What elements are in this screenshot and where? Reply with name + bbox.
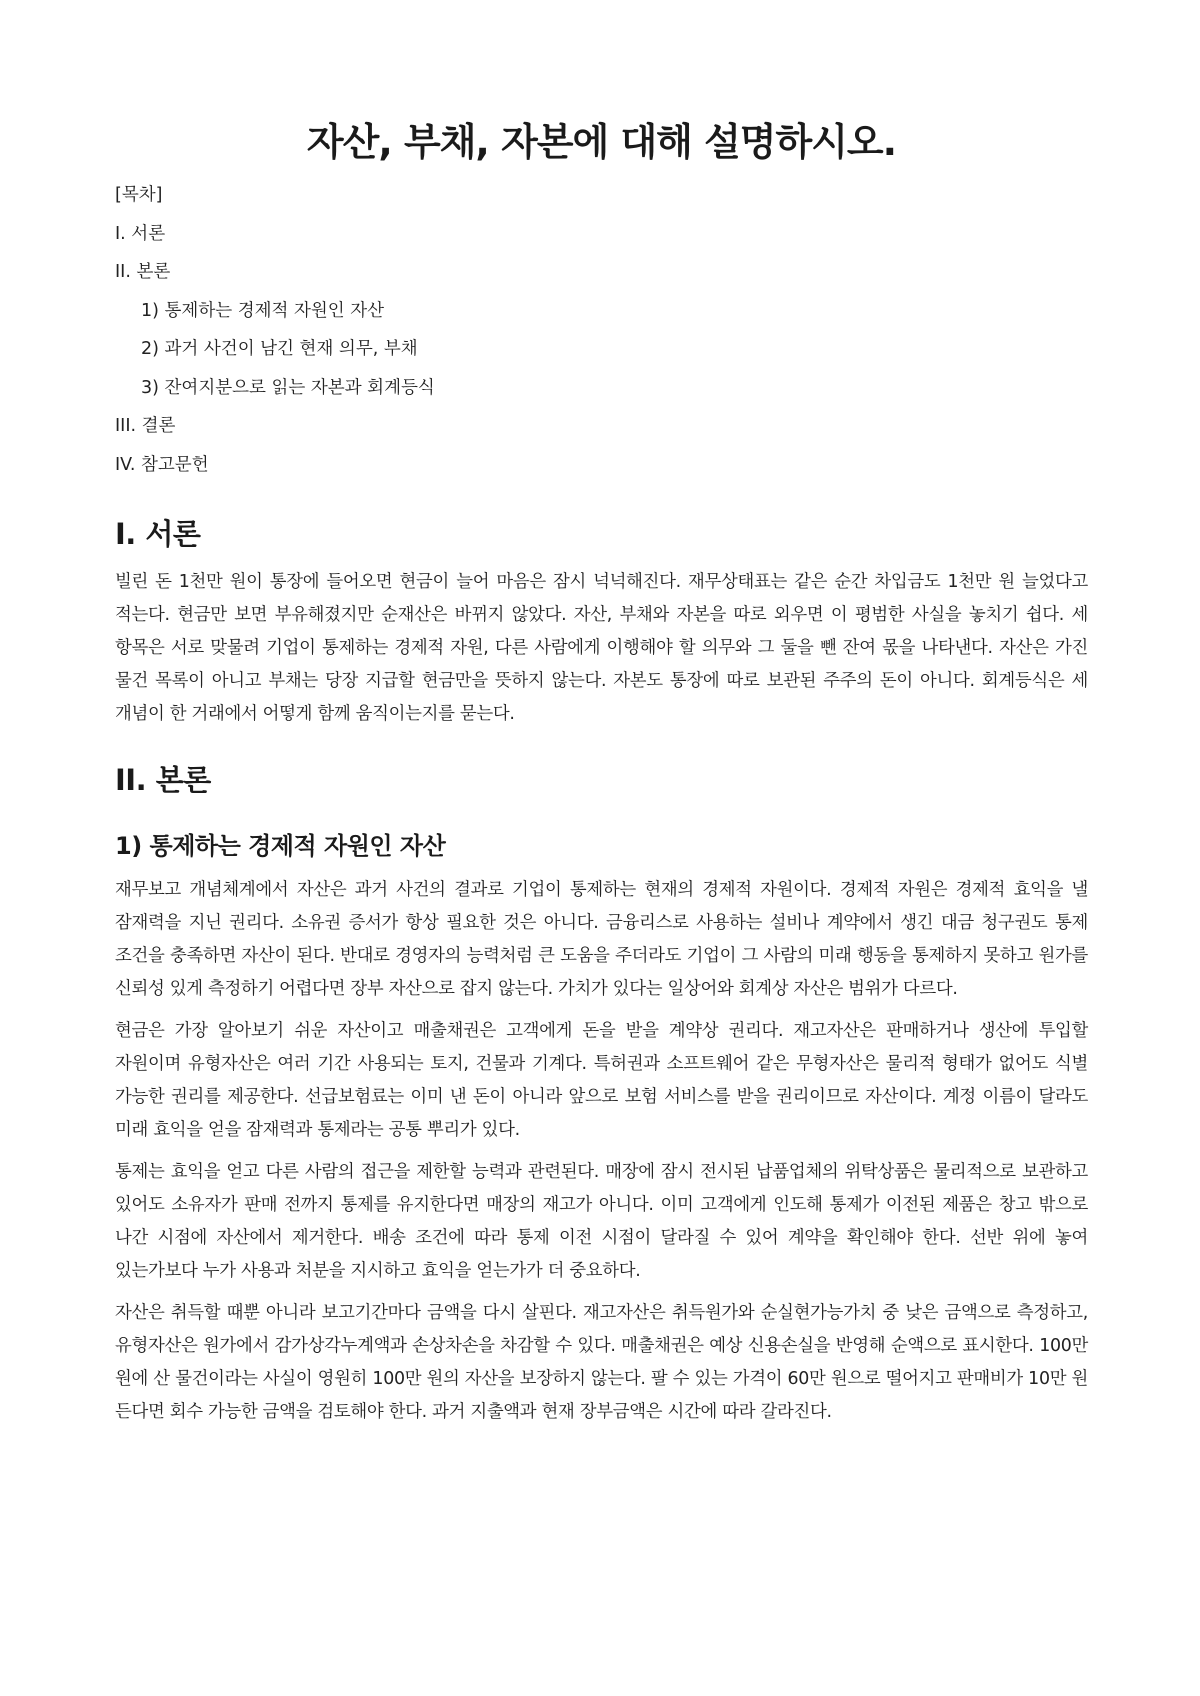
subsection-heading-assets: 1) 통제하는 경제적 자원인 자산 xyxy=(115,832,446,860)
toc-item: IV. 참고문헌 xyxy=(115,454,209,475)
section-heading-intro: I. 서론 xyxy=(115,517,201,551)
table-of-contents xyxy=(115,184,1088,492)
toc-subitem: 3) 잔여지분으로 읽는 자본과 회계등식 xyxy=(141,377,435,398)
body-paragraph: 통제는 효익을 얻고 다른 사람의 접근을 제한할 능력과 관련된다. 매장에 잠시 전시된 납품업체의 위탁상품은 물리적으로 보관하고 있어도 소유자가 판매 전까지 통제를 유지한다면 매장의 재고가 아니다. 이미 고객에게 인도해 통제가 이전된 제품은 창고 밖으로 나간 시점에 자산에서 제거한다. 배송 조건에 따라 통제 이전 시점이 달라질 수 있어 계약을 확인해야 한다. 선반 위에 놓여 있는가보다 누가 사용과 처분을 지시하고 효익을 얻는가가 더 중요하다. xyxy=(115,1162,1088,1281)
toc-subitem: 1) 통제하는 경제적 자원인 자산 xyxy=(141,300,385,321)
document-title: 자산, 부채, 자본에 대해 설명하시오. xyxy=(306,120,897,164)
body-paragraph: 현금은 가장 알아보기 쉬운 자산이고 매출채권은 고객에게 돈을 받을 계약상 권리다. 재고자산은 판매하거나 생산에 투입할 자원이며 유형자산은 여러 기간 사용되는 토지, 건물과 기계다. 특허권과 소프트웨어 같은 무형자산은 물리적 형태가 없어도 식별 가능한 권리를 제공한다. 선급보험료는 이미 낸 돈이 아니라 앞으로 보험 서비스를 받을 권리이므로 자산이다. 계정 이름이 달라도 미래 효익을 얻을 잠재력과 통제라는 공통 뿌리가 있다. xyxy=(115,1021,1088,1140)
toc-heading: [목차] xyxy=(115,185,163,205)
toc-item: II. 본론 xyxy=(115,262,171,282)
toc-item: I. 서론 xyxy=(115,223,166,244)
body-paragraph: 자산은 취득할 때뿐 아니라 보고기간마다 금액을 다시 살핀다. 재고자산은 취득원가와 순실현가능가치 중 낮은 금액으로 측정하고, 유형자산은 원가에서 감가상각누계액과 손상차손을 차감할 수 있다. 매출채권은 예상 신용손실을 반영해 순액으로 표시한다. 100만 원에 산 물건이라는 사실이 영원히 100만 원의 자산을 보장하지 않는다. 팔 수 있는 가격이 60만 원으로 떨어지고 판매비가 10만 원 든다면 회수 가능한 금액을 검토해야 한다. 과거 지출액과 현재 장부금액은 시간에 따라 갈라진다. xyxy=(115,1303,1088,1422)
intro-paragraph: 빌린 돈 1천만 원이 통장에 들어오면 현금이 늘어 마음은 잠시 넉넉해진다. 재무상태표는 같은 순간 차입금도 1천만 원 늘었다고 적는다. 현금만 보면 부유해졌지만 순재산은 바뀌지 않았다. 자산, 부채와 자본을 따로 외우면 이 평범한 사실을 놓치기 쉽다. 세 항목은 서로 맞물려 기업이 통제하는 경제적 자원, 다른 사람에게 이행해야 할 의무와 그 둘을 뺀 잔여 몫을 나타낸다. 자산은 가진 물건 목록이 아니고 부채는 당장 지급할 현금만을 뜻하지 않는다. 자본도 통장에 따로 보관된 주주의 돈이 아니다. 회계등식은 세 개념이 한 거래에서 어떻게 함께 움직이는지를 묻는다. xyxy=(115,572,1088,724)
toc-item: III. 결론 xyxy=(115,416,176,436)
toc-subitem: 2) 과거 사건이 남긴 현재 의무, 부채 xyxy=(141,339,418,359)
body-paragraph: 재무보고 개념체계에서 자산은 과거 사건의 결과로 기업이 통제하는 현재의 경제적 자원이다. 경제적 자원은 경제적 효익을 낼 잠재력을 지닌 권리다. 소유권 증서가 항상 필요한 것은 아니다. 금융리스로 사용하는 설비나 계약에서 생긴 대금 청구권도 통제 조건을 충족하면 자산이 된다. 반대로 경영자의 능력처럼 큰 도움을 주더라도 기업이 그 사람의 미래 행동을 통제하지 못하고 원가를 신뢰성 있게 측정하기 어렵다면 장부 자산으로 잡지 않는다. 가치가 있다는 일상어와 회계상 자산은 범위가 다르다. xyxy=(115,880,1088,999)
section-heading-body: II. 본론 xyxy=(115,763,211,797)
